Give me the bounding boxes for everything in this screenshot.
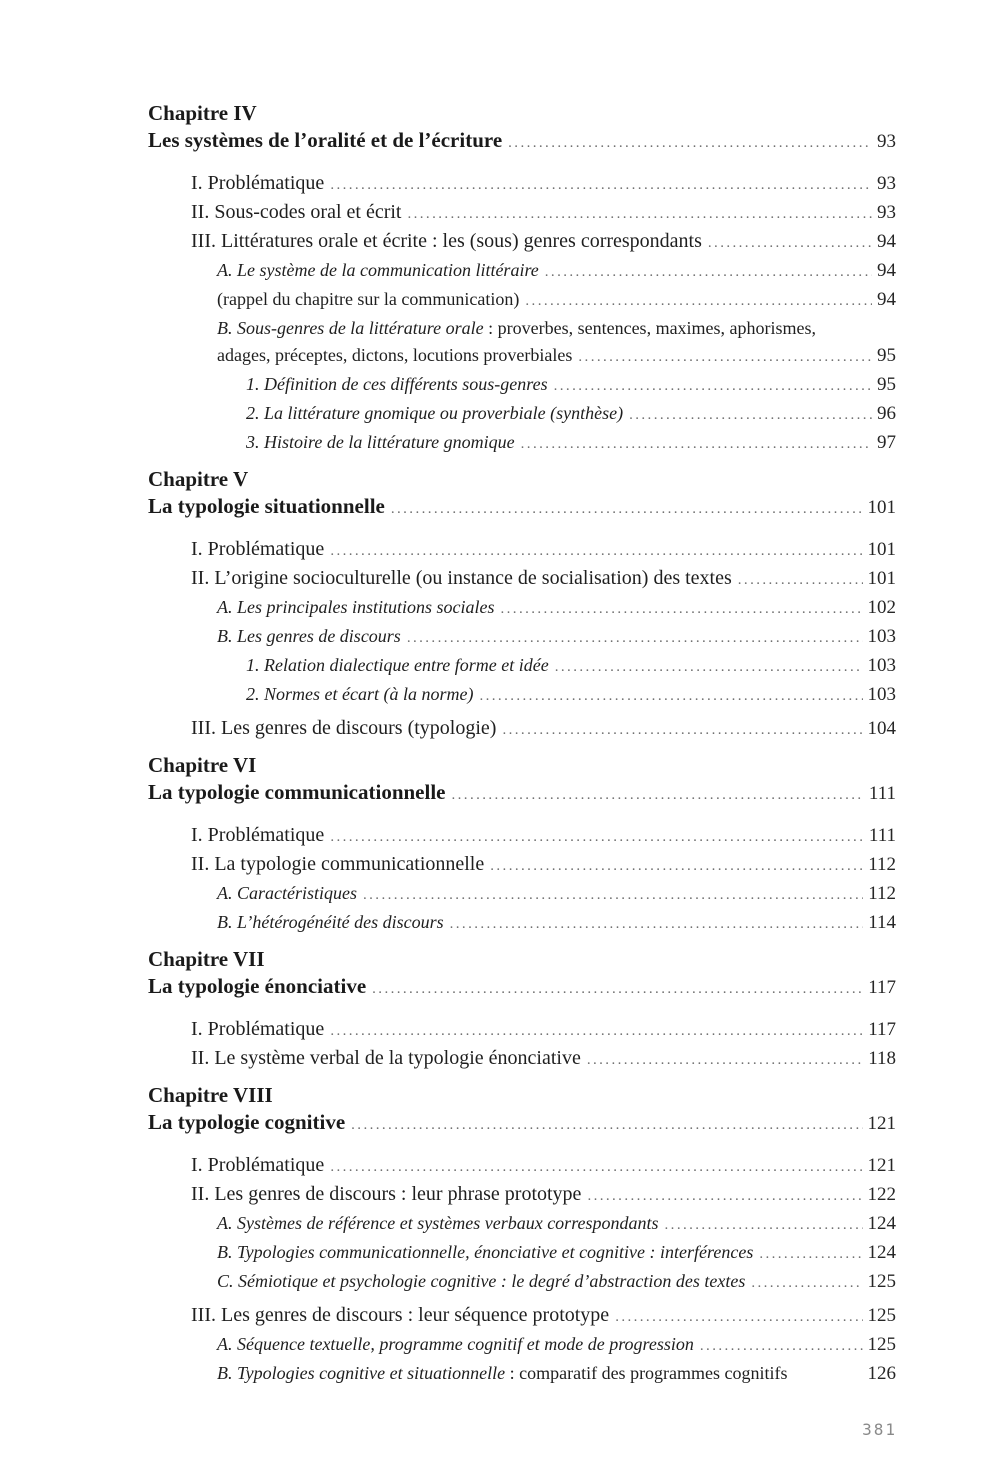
toc-section <box>148 752 896 938</box>
leader-dots <box>479 683 862 710</box>
entry-text: II. La typologie communicationnelle <box>191 853 485 875</box>
leader-dots <box>521 431 872 458</box>
leader-dots <box>330 172 872 199</box>
chapter-label: Chapitre VII <box>148 947 265 971</box>
leader-dots <box>525 288 872 315</box>
chapter-label: Chapitre VI <box>148 753 257 777</box>
page-number: 102 <box>867 597 896 618</box>
entry-text: II. Le système verbal de la typologie énonciative <box>191 1047 581 1069</box>
leader-dots <box>587 1047 863 1074</box>
leader-dots <box>407 201 872 228</box>
entry-text: 2. La littérature gnomique ou proverbiale (synthèse) <box>246 403 624 423</box>
toc-entry <box>148 400 896 429</box>
page-number: 125 <box>867 1271 896 1292</box>
leader-dots <box>363 882 863 909</box>
toc-entry <box>148 1360 896 1387</box>
toc-entry <box>148 228 896 257</box>
toc-entry <box>148 342 896 371</box>
toc-entry <box>148 565 896 594</box>
toc-entry <box>148 681 896 710</box>
leader-dots <box>330 824 864 851</box>
chapter-label: Chapitre V <box>148 467 249 491</box>
entry-text: B. Les genres de discours <box>217 626 401 646</box>
page-number: 111 <box>868 783 896 804</box>
page-number: 93 <box>877 202 896 223</box>
page-number: 124 <box>867 1213 896 1234</box>
page-number: 112 <box>868 883 896 904</box>
toc-entry <box>148 880 896 909</box>
toc-entry <box>148 1045 896 1074</box>
chapter-heading-row <box>148 100 896 127</box>
toc-entry <box>148 429 896 458</box>
chapter-title: La typologie énonciative <box>148 974 367 998</box>
entry-text: A. Le système de la communication littéraire <box>217 260 539 280</box>
leader-dots <box>615 1304 862 1331</box>
entry-text: (rappel du chapitre sur la communication) <box>217 289 520 309</box>
leader-dots <box>708 230 872 257</box>
page-number: 97 <box>877 432 896 453</box>
leader-dots <box>330 1154 862 1181</box>
page-number: 117 <box>868 977 896 998</box>
toc-entry <box>148 170 896 199</box>
toc-section <box>148 1082 896 1387</box>
chapter-title: Les systèmes de l’oralité et de l’écriture <box>148 128 503 152</box>
page-number: 114 <box>868 912 896 933</box>
toc-entry <box>148 1152 896 1181</box>
entry-text: A. Caractéristiques <box>217 883 357 903</box>
toc-entry <box>148 199 896 228</box>
entry-text: II. Sous-codes oral et écrit <box>191 201 402 223</box>
entry-text: III. Les genres de discours : leur séquence prototype <box>191 1304 610 1326</box>
leader-dots <box>501 596 863 623</box>
page-number: 112 <box>868 854 896 875</box>
entry-text: 1. Relation dialectique entre forme et idée <box>246 655 549 675</box>
toc-entry <box>148 536 896 565</box>
leader-dots <box>759 1241 862 1268</box>
entry-text: I. Problématique <box>191 172 325 194</box>
entry-text: II. L’origine socioculturelle (ou instance de socialisation) des textes <box>191 567 732 589</box>
page-number: 95 <box>877 374 896 395</box>
entry-text: 3. Histoire de la littérature gnomique <box>246 432 515 452</box>
entry-text: I. Problématique <box>191 1154 325 1176</box>
toc-entry <box>148 1302 896 1331</box>
toc-entry <box>148 1181 896 1210</box>
toc-entry <box>148 1210 896 1239</box>
entry-text: II. Les genres de discours : leur phrase prototype <box>191 1183 582 1205</box>
toc <box>148 100 896 1387</box>
page-number: 126 <box>867 1363 896 1384</box>
chapter-title: La typologie situationnelle <box>148 494 385 518</box>
toc-entry <box>148 257 896 286</box>
leader-dots <box>450 911 864 938</box>
leader-dots <box>508 130 872 157</box>
entry-text: I. Problématique <box>191 538 325 560</box>
leader-dots <box>700 1333 863 1360</box>
toc-entry <box>148 909 896 938</box>
toc-entry <box>148 851 896 880</box>
leader-dots <box>554 373 872 400</box>
entry-text: 2. Normes et écart (à la norme) <box>246 684 474 704</box>
toc-section <box>148 466 896 744</box>
page-number: 103 <box>867 626 896 647</box>
entry-text: 1. Définition de ces différents sous-genres <box>246 374 548 394</box>
page-number: 104 <box>867 718 896 739</box>
toc-entry <box>148 1331 896 1360</box>
toc-entry <box>148 594 896 623</box>
page-number: 121 <box>867 1155 896 1176</box>
chapter-title-row <box>148 779 896 809</box>
page-number: 101 <box>867 497 896 518</box>
page-number: 101 <box>867 568 896 589</box>
toc-entry <box>148 822 896 851</box>
chapter-title-row <box>148 127 896 157</box>
page-number: 111 <box>868 825 896 846</box>
page-number: 101 <box>867 539 896 560</box>
entry-text: III. Les genres de discours (typologie) <box>191 717 497 739</box>
leader-dots <box>751 1270 862 1297</box>
toc-entry <box>148 1268 896 1297</box>
entry-text: A. Systèmes de référence et systèmes verbaux correspondants <box>217 1213 659 1233</box>
page-number: 103 <box>867 655 896 676</box>
toc-entry <box>148 715 896 744</box>
leader-dots <box>629 402 872 429</box>
page-number: 93 <box>877 173 896 194</box>
chapter-title-row <box>148 973 896 1003</box>
page-number: 95 <box>877 345 896 366</box>
entry-text: A. Séquence textuelle, programme cognitif et mode de progression <box>217 1334 694 1354</box>
chapter-title-row <box>148 1109 896 1139</box>
entry-text-italic: B. Sous-genres de la littérature orale <box>217 318 484 338</box>
entry-text: C. Sémiotique et psychologie cognitive : le degré d’abstraction des textes <box>217 1271 746 1291</box>
entry-text: B. Typologies communicationnelle, énonciative et cognitive : interférences <box>217 1242 754 1262</box>
entry-text: III. Littératures orale et écrite : les (sous) genres correspondants <box>191 230 702 252</box>
entry-text: A. Les principales institutions sociales <box>217 597 495 617</box>
page-number: 121 <box>867 1113 896 1134</box>
toc-entry <box>148 1016 896 1045</box>
toc-section <box>148 100 896 458</box>
leader-dots <box>490 853 863 880</box>
leader-dots <box>407 625 863 652</box>
chapter-heading-row <box>148 1082 896 1109</box>
entry-text: : comparatif des programmes cognitifs <box>505 1363 788 1383</box>
leader-dots <box>502 717 862 744</box>
page-number: 103 <box>867 684 896 705</box>
toc-section <box>148 946 896 1074</box>
page-number: 96 <box>877 403 896 424</box>
chapter-heading-row <box>148 466 896 493</box>
chapter-title-row <box>148 493 896 523</box>
page-number: 122 <box>867 1184 896 1205</box>
leader-dots <box>665 1212 863 1239</box>
leader-dots <box>351 1112 862 1139</box>
folio-page-number: 381 <box>862 1420 897 1439</box>
leader-dots <box>545 259 872 286</box>
chapter-title: La typologie cognitive <box>148 1110 346 1134</box>
leader-dots <box>738 567 863 594</box>
toc-entry <box>148 623 896 652</box>
entry-text: I. Problématique <box>191 1018 325 1040</box>
page-number: 94 <box>877 289 896 310</box>
entry-text: adages, préceptes, dictons, locutions proverbiales <box>217 345 573 365</box>
page-number: 124 <box>867 1242 896 1263</box>
leader-dots <box>452 782 864 809</box>
page-number: 117 <box>868 1019 896 1040</box>
page-number: 94 <box>877 260 896 281</box>
leader-dots <box>391 496 863 523</box>
chapter-heading-row <box>148 946 896 973</box>
toc-entry <box>148 652 896 681</box>
entry-text-italic: B. Typologies cognitive et situationnelle <box>217 1363 506 1383</box>
leader-dots <box>578 344 872 371</box>
leader-dots <box>330 1018 863 1045</box>
leader-dots <box>372 976 863 1003</box>
chapter-heading-row <box>148 752 896 779</box>
toc-entry <box>148 1239 896 1268</box>
leader-dots <box>330 538 862 565</box>
entry-text: B. L’hétérogénéité des discours <box>217 912 444 932</box>
chapter-label: Chapitre IV <box>148 101 257 125</box>
entry-text: : proverbes, sentences, maximes, aphorismes, <box>483 318 817 338</box>
page-number: 93 <box>877 131 896 152</box>
page-number: 125 <box>867 1334 896 1355</box>
page-number: 118 <box>868 1048 896 1069</box>
chapter-title: La typologie communicationnelle <box>148 780 446 804</box>
toc-entry <box>148 315 896 342</box>
toc-entry <box>148 371 896 400</box>
leader-dots <box>587 1183 862 1210</box>
entry-text: I. Problématique <box>191 824 325 846</box>
leader-dots <box>555 654 863 681</box>
page-number: 94 <box>877 231 896 252</box>
toc-entry <box>148 286 896 315</box>
chapter-label: Chapitre VIII <box>148 1083 273 1107</box>
page-number: 125 <box>867 1305 896 1326</box>
